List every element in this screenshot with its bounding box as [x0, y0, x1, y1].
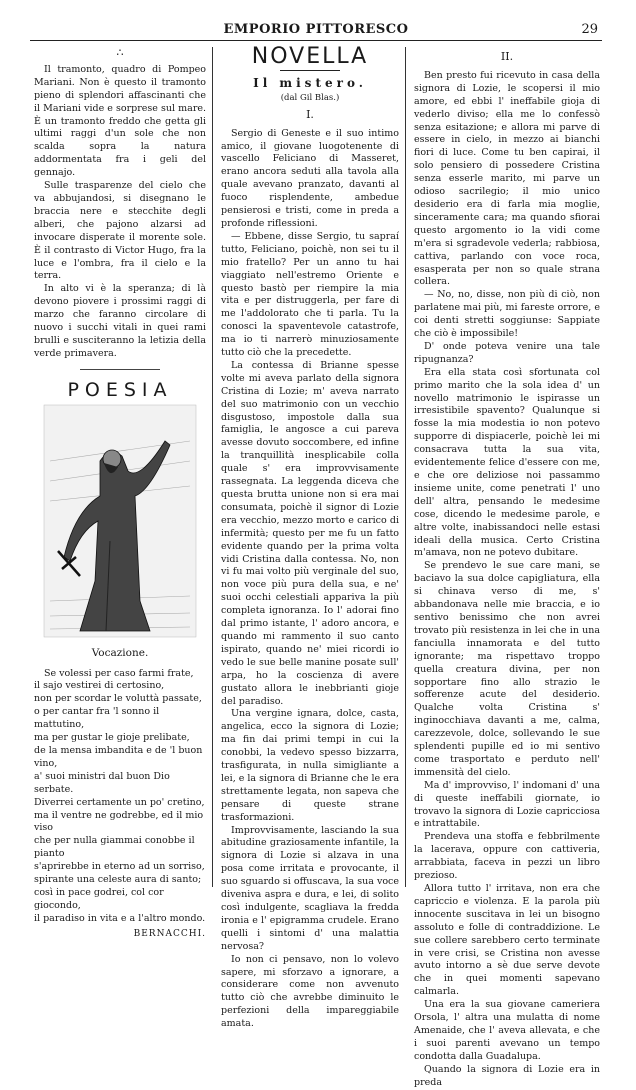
poem-verse: spirante una celeste aura di santo;	[34, 874, 202, 886]
section-separator	[80, 369, 160, 370]
heading-rule	[280, 70, 340, 71]
poem-title: Vocazione.	[91, 646, 149, 659]
poem-verse: de la mensa imbandita e de 'l buon vino,	[34, 745, 203, 769]
story-paragraph: — No, no, disse, non più di ciò, non parlatene mai più, mi fareste orrore, e coi denti stretti soggiunse: Sappiate che ciò è impossibile!	[414, 289, 600, 340]
story-paragraph: Una era la sua giovane cameriera Orsola, l' altra una mulatta di nome Amenaide, che l' aveva allevata, e che i suoi parenti avevano un tempo condotta dalla Guadalupa.	[414, 999, 600, 1062]
story-paragraph: Quando la signora di Lozie era in preda	[414, 1063, 600, 1088]
poem-verse: che per nulla giammai conobbe il pianto	[34, 835, 195, 860]
chapter-number: I.	[306, 107, 314, 121]
column-divider-2	[405, 47, 406, 887]
poem-verse: o per cantar fra 'l sonno il mattutino,	[34, 706, 160, 731]
poesia-heading: POESIA	[67, 378, 173, 401]
poem-verse: a' suoi ministri dal buon Dio serbate.	[34, 770, 170, 795]
poem	[34, 668, 206, 926]
column-divider-1	[212, 47, 213, 887]
column-left	[34, 47, 206, 941]
story-paragraph: Ma d' improvviso, l' indomani d' una di queste ineffabili giornate, io trovavo la signora di Lozie capricciosa e intrattabile.	[414, 779, 600, 830]
story-paragraph: — Ebbene, disse Sergio, tu sapraí tutto, Feliciano, poichè, non sei tu il mio fratello? Per un anno tu hai viaggiato nell'estremo Oriente e questo bastò per riempire la mia vita e per distruggerla, per fare di me l'addolorato che ti parla. Tu la conosci la spaventevole catastrofe, ma io ti narrerò minuziosamente tutto ciò che la precedette.	[221, 230, 399, 359]
story-paragraph: Sergio di Geneste e il suo intimo amico, il giovane luogotenente di vascello Feliciano di Masseret, erano ancora seduti alla tavola alla quale avevano pranzato, davanti al fuoco risplendente, ambedue pensierosi e tristi, come in preda a profonde riflessioni.	[221, 127, 399, 229]
story-paragraph: Era ella stata così sfortunata col primo marito che la sola idea d' un novello matrimonio le ispirasse un irresistibile spavento? Qualunque si fosse la mia modestia io non potevo supporre di dispiacerle, poichè lei mi consacrava tutta la sua vita, evidentemente felice d'essere con me, e che ore deliziose noi passammo insieme unite, come penetrati l' uno dell' altra, pensando le medesime cose, dicendo le medesime parole, e altre volte, inabissandoci nelle estasi ideali della musica. Certo Cristina m'amava, non ne potevo dubitare.	[414, 366, 600, 559]
column-middle	[221, 44, 399, 1031]
story-paragraph: Prendeva una stoffa e febbrilmente la lacerava, oppure con cattiveria, arrabbiata, faceva in pezzi un libro prezioso.	[414, 831, 600, 882]
poem-verse: il paradiso in vita e a l'altro mondo.	[34, 912, 206, 924]
story-paragraph: Se prendevo le sue care mani, se baciavo la sua dolce capigliatura, ella si chinava verso di me, s' abbandonava nelle mie braccia, e io sentivo benissimo che non avrei trovato più resistenza in lei che in una fanciulla innamorata e del tutto ignorante; ma rispettavo troppo quella creatura divina, per non sopportare fino allo strazio le sofferenze acute del desiderio. Qualche volta Cristina s' inginocchiava davanti a me, calma, carezzevole, dolce, sollevando le sue splendenti pupille ed io mi sentivo come trasportato e perduto nell' immensità del cielo.	[414, 560, 600, 778]
story-paragraph: La contessa di Brianne spesse volte mi aveva parlato della signora Cristina di Lozie; m' aveva narrato del suo matrimonio con un vecchio disgustoso, impostole dalla sua famiglia, le angosce a cui pareva avesse dovuto soccombere, ed infine la tranquillità inesplicabile colla quale s' era improvvisamente rassegnata. La leggenda diceva che questa brutta unione non si era mai consumata, poichè il signor di Lozie era vecchio, mezzo morto e carico di infermità; questo per me fu un fatto evidente quando per la prima volta vidi Cristina dalla contessa. No, non vi fu mai volto più verginale del suo, non voce più pura della sua, e ne' suoi occhi celestiali appariva la più completa ignoranza. Io l' adorai fino dal primo istante, l' adoro ancora, e quando mi rammento il suo canto ispirato, quando ne' miei ricordi io vedo le sue belle manine posate sull' arpa, ho la coscienza di avere gustato allora le inebbrianti gioje del paradiso.	[221, 359, 399, 707]
friar-illustration	[40, 401, 200, 641]
page-number: 29	[581, 22, 598, 37]
column-right	[414, 47, 600, 1090]
ornament-dots: ∴	[116, 46, 124, 59]
art-review-paragraph: Sulle trasparenze del cielo che va abbujandosi, si disegnano le braccia nere e stecchite degli alberi, che pajono alzarsi ad invocare disperate il morente sole. È il contrasto di Victor Hugo, fra la luce e l'ombra, fra il cielo e la terra.	[34, 180, 206, 282]
poem-verse: ma il ventre ne godrebbe, ed il mio viso	[34, 809, 204, 834]
poem-verse: il sajo vestirei di certosino,	[34, 680, 165, 692]
running-header	[30, 22, 602, 38]
header-rule	[30, 40, 602, 41]
story-paragraph: D' onde poteva venire una tale ripugnanza?	[414, 340, 600, 365]
story-paragraph: Io non ci pensavo, non lo volevo sapere, mi sforzavo a ignorare, a considerare come non avvenuto tutto ciò che avrebbe diminuito le perfezioni della impareggiabile amata.	[221, 953, 399, 1030]
story-paragraph: Improvvisamente, lasciando la sua abitudine graziosamente infantile, la signora di Lozie si alzava in una posa come irritata e provocante, il suo sguardo si offuscava, la sua voce diveniva aspra e dura, e lei, di solito così indulgente, scagliava la fredda ironia e l' epigramma crudele. Erano quelli i sintomi d' una malattia nervosa?	[221, 824, 399, 952]
art-review-paragraph: Il tramonto, quadro di Pompeo Mariani. Non è questo il tramonto pieno di splendori affascinanti che il Mariani vide e sorprese sul mare. È un tramonto freddo che getta gli ultimi raggi d'un sole che non scalda sopra la natura addormentata fra i geli del gennajo.	[34, 63, 206, 179]
poem-verse: non per scordar le voluttà passate,	[34, 693, 202, 705]
story-paragraph: Ben presto fui ricevuto in casa della signora di Lozie, le scopersi il mio amore, ed ebbi l' ineffabile gioja di vederlo diviso; ella me lo confessò senza esitazione; e allora mi parve di essere in cielo, in mezzo ai bianchi fiori di luce. Come tu ben capirai, il solo pensiero di possedere Cristina senza esserle marito, mi parve un odioso sacrilegio; il mio unico desiderio era di farla mia moglie, sinceramente cara; ma quando sfiorai questo argomento io la vidi come m'era si sgradevole vederla; rabbiosa, cattiva, parlando con voce roca, esasperata per non so quale strana collera.	[414, 69, 600, 288]
art-review-paragraph: In alto vi è la speranza; di là devono piovere i prossimi raggi di marzo che faranno circolare di nuovo i succhi vitali in quei rami brulli e susciteranno la letizia della verde primavera.	[34, 283, 206, 359]
poem-verse: Se volessi per caso farmi frate,	[44, 667, 194, 679]
chapter-number: II.	[500, 50, 514, 63]
poem-author: BERNACCHI.	[133, 928, 206, 939]
magazine-title: EMPORIO PITTORESCO	[223, 22, 409, 37]
poem-verse: s'aprirebbe in eterno ad un sorriso,	[34, 861, 205, 873]
story-title: Il mistero.	[253, 75, 367, 90]
story-source: (dal Gil Blas.)	[280, 92, 340, 103]
novella-heading: NOVELLA	[251, 44, 369, 69]
story-paragraph: Una vergine ignara, dolce, casta, angelica, ecco la signora di Lozie; ma fin dai primi tempi in cui la conobbi, la vedevo spesso bizzarra, trasfigurata, in nulla simigliante a lei, e la signora di Brianne che le era strettamente legata, non sapeva che pensare di queste strane trasformazioni.	[221, 708, 399, 823]
poem-verse: così in pace godrei, col cor giocondo,	[34, 886, 164, 911]
story-paragraph: Allora tutto l' irritava, non era che capriccio e violenza. E la parola più innocente suscitava in lei un bisogno assoluto e folle di contraddizione. Le sue collere sarebbero certo terminate in vere crisi, se Cristina non avesse avuto intorno a sè due serve devote che in quei momenti sapevano calmarla.	[414, 883, 600, 998]
poem-verse: ma per gustar le gioje prelibate,	[34, 732, 190, 744]
poem-verse: Diverrei certamente un po' cretino,	[34, 796, 205, 808]
